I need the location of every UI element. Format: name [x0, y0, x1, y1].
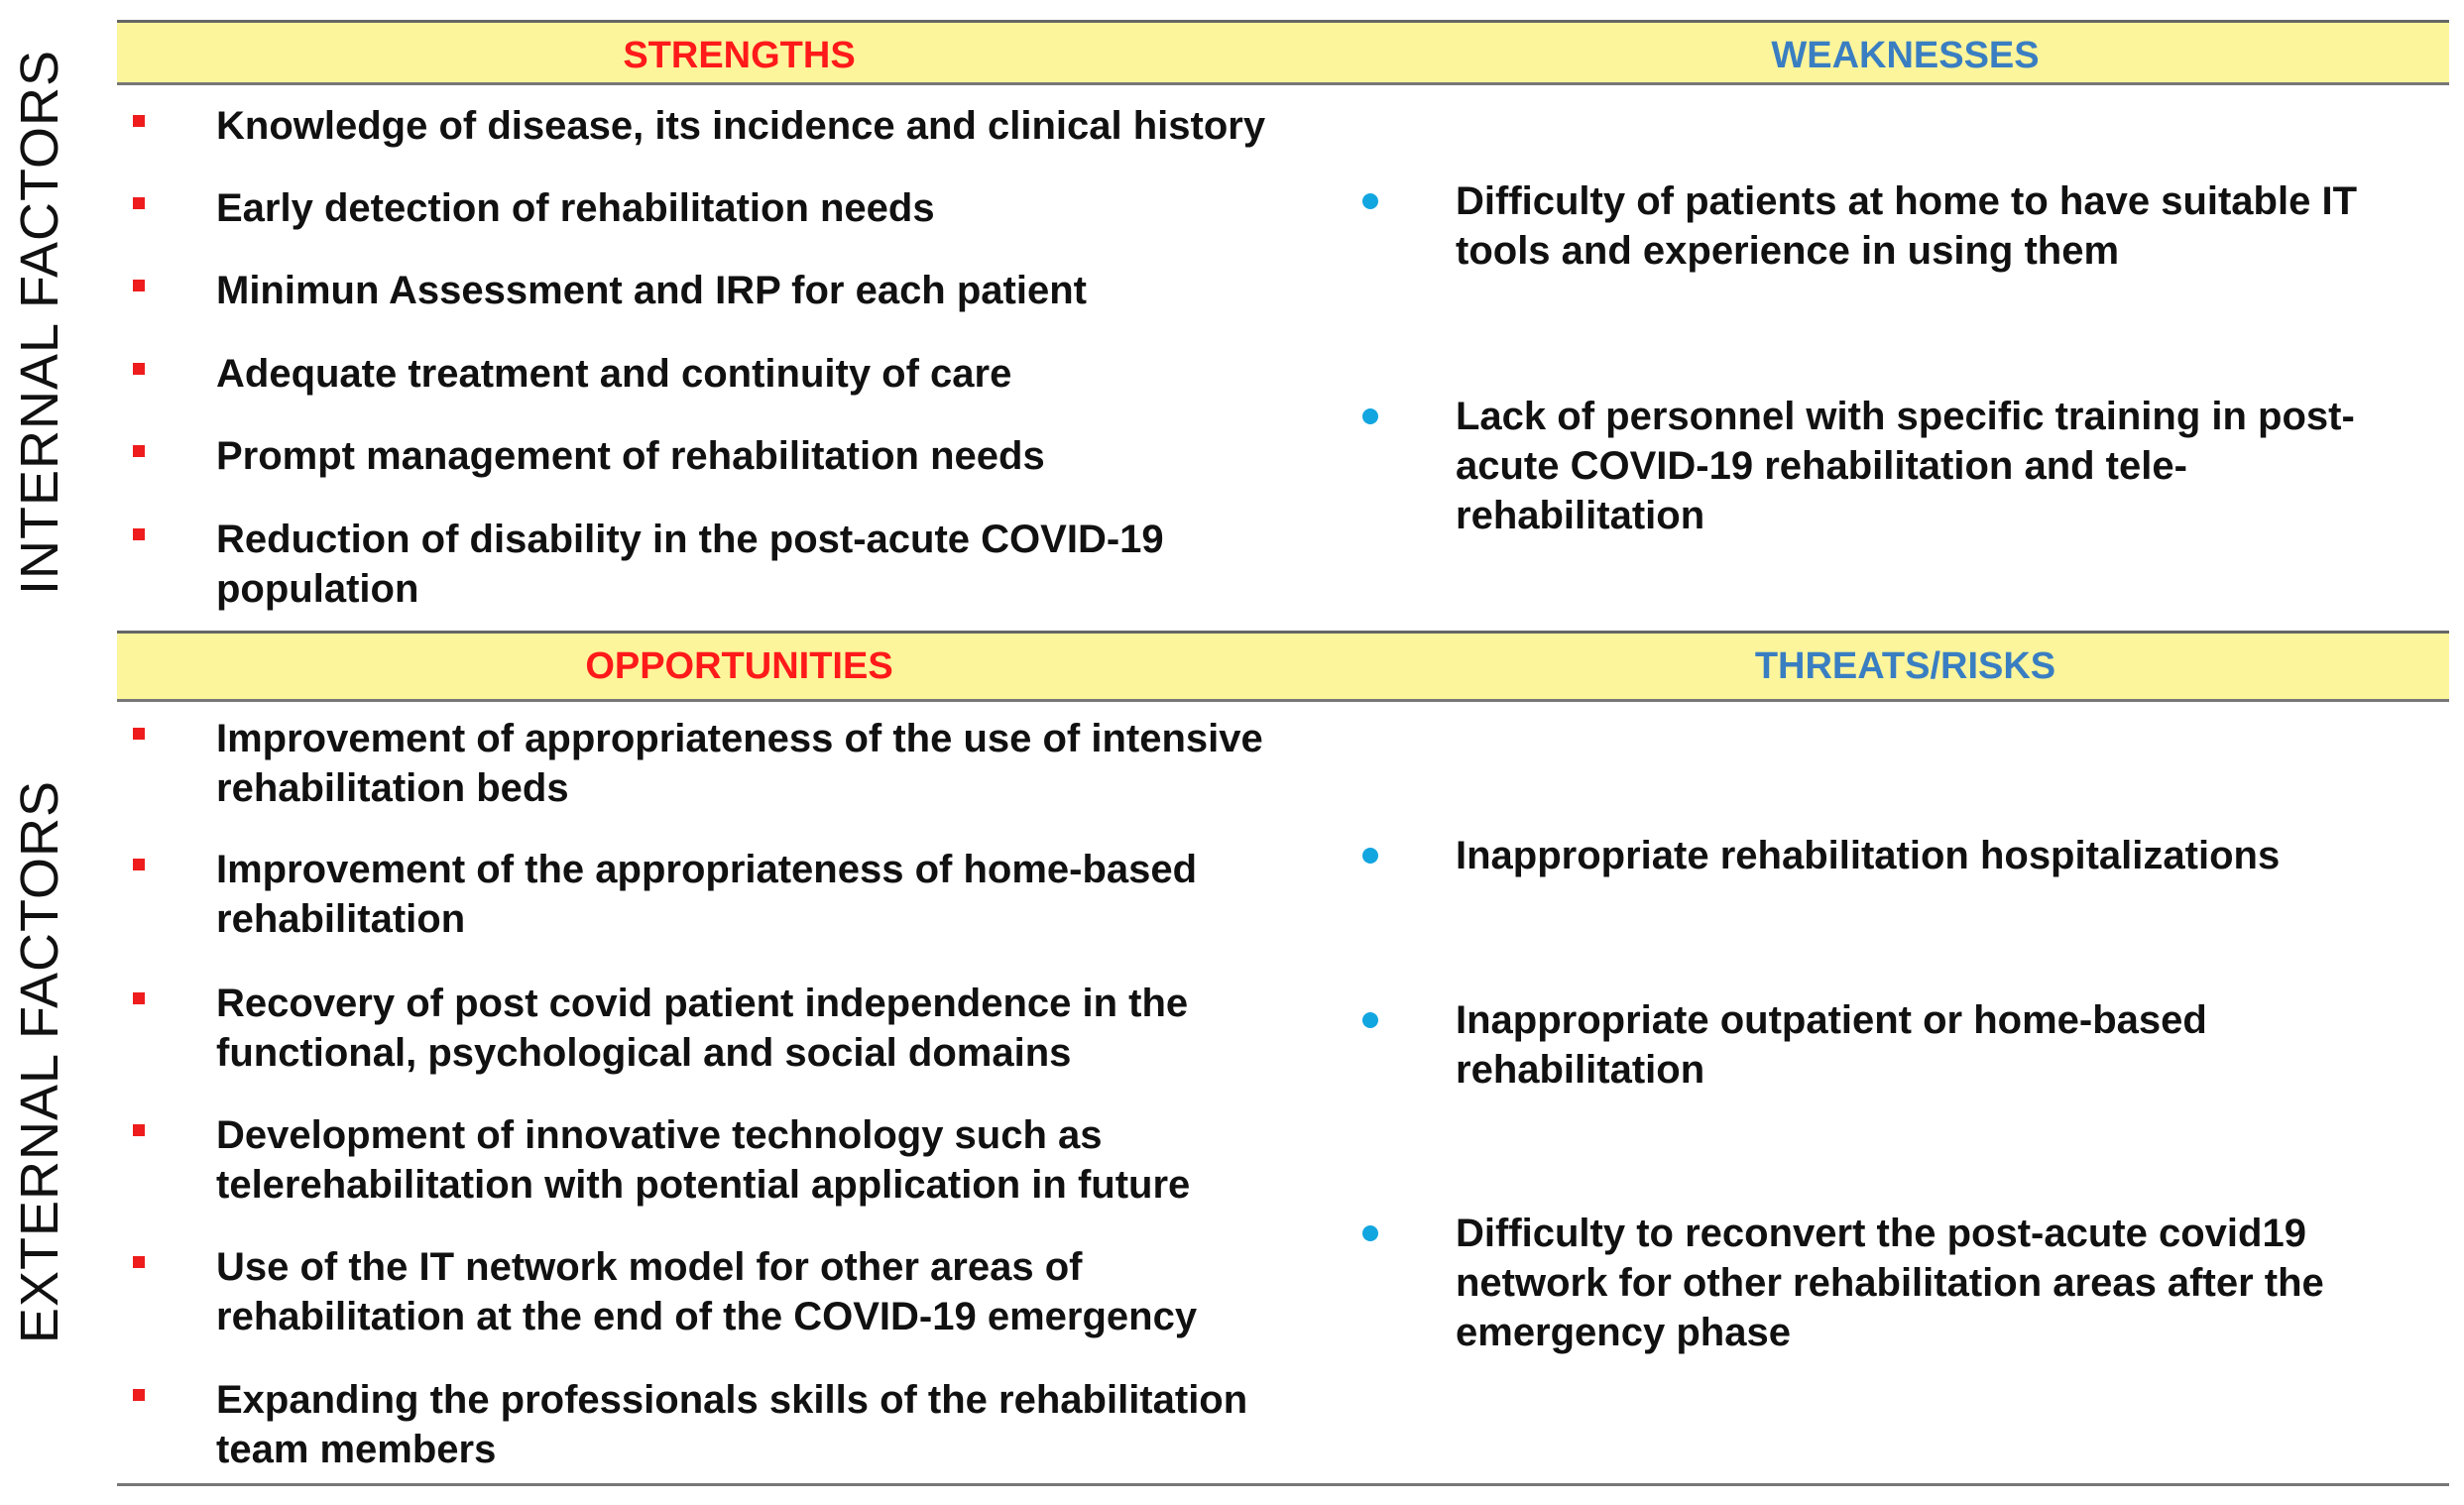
weakness-item — [1362, 176, 2413, 276]
header-band-internal — [117, 20, 2449, 85]
opportunity-text: Development of innovative technology such as telerehabilitation with potential application in future — [216, 1113, 1191, 1207]
square-bullet-icon — [133, 528, 145, 540]
strength-item — [133, 101, 1313, 151]
square-bullet-icon — [133, 363, 145, 375]
opportunity-text: Use of the IT network model for other areas of rehabilitation at the end of the COVID-19 emergency — [216, 1245, 1198, 1338]
strength-text: Adequate treatment and continuity of care — [216, 352, 1012, 396]
external-factors-label — [0, 631, 79, 1493]
strength-text: Minimun Assessment and IRP for each patient — [216, 269, 1087, 312]
opportunity-item — [133, 979, 1273, 1078]
opportunity-item — [133, 714, 1313, 813]
strength-text: Early detection of rehabilitation needs — [216, 186, 935, 230]
strength-item — [133, 183, 1313, 233]
square-bullet-icon — [133, 115, 145, 127]
strength-text: Reduction of disability in the post-acute COVID-19 population — [216, 518, 1164, 611]
opportunity-text: Expanding the professionals skills of the rehabilitation team members — [216, 1378, 1248, 1471]
strength-item — [133, 349, 1313, 399]
threat-text: Difficulty to reconvert the post-acute covid19 network for other rehabilitation areas after the emergency phase — [1456, 1212, 2324, 1354]
opportunity-text: Improvement of the appropriateness of home-based rehabilitation — [216, 848, 1198, 941]
internal-factors-text: INTERNAL FACTORS — [10, 49, 69, 596]
strength-text: Prompt management of rehabilitation needs — [216, 434, 1045, 478]
strength-item — [133, 266, 1313, 315]
threat-text: Inappropriate outpatient or home-based rehabilitation — [1456, 998, 2207, 1092]
external-factors-text: EXTERNAL FACTORS — [10, 779, 70, 1344]
weaknesses-title: WEAKNESSES — [1771, 35, 2040, 76]
strengths-title: STRENGTHS — [623, 35, 856, 76]
opportunity-text: Recovery of post covid patient independence in the functional, psychological and social domains — [216, 982, 1189, 1075]
opportunity-item — [133, 1242, 1313, 1341]
threat-text: Inappropriate rehabilitation hospitalizations — [1456, 834, 2281, 877]
opportunity-text: Improvement of appropriateness of the use of intensive rehabilitation beds — [216, 717, 1263, 810]
weakness-item — [1362, 392, 2404, 540]
dot-bullet-icon — [1362, 193, 1378, 209]
opportunity-item — [133, 1110, 1313, 1210]
square-bullet-icon — [133, 859, 145, 870]
strength-item — [133, 515, 1174, 614]
square-bullet-icon — [133, 280, 145, 291]
strength-text: Knowledge of disease, its incidence and clinical history — [216, 104, 1266, 148]
square-bullet-icon — [133, 1256, 145, 1268]
square-bullet-icon — [133, 992, 145, 1004]
threat-item — [1362, 1209, 2413, 1357]
opportunities-title: OPPORTUNITIES — [585, 645, 893, 687]
weakness-text: Lack of personnel with specific training in post-acute COVID-19 rehabilitation and tele-rehabilitation — [1456, 395, 2355, 537]
dot-bullet-icon — [1362, 1012, 1378, 1028]
threat-item — [1362, 831, 2413, 880]
strength-item — [133, 431, 1313, 481]
square-bullet-icon — [133, 1124, 145, 1136]
bottom-rule — [117, 1483, 2449, 1486]
square-bullet-icon — [133, 445, 145, 457]
dot-bullet-icon — [1362, 1225, 1378, 1241]
header-band-external — [117, 631, 2449, 702]
threats-title: THREATS/RISKS — [1754, 645, 2056, 687]
square-bullet-icon — [133, 1389, 145, 1401]
threat-item — [1362, 995, 2354, 1095]
dot-bullet-icon — [1362, 848, 1378, 864]
weakness-text: Difficulty of patients at home to have suitable IT tools and experience in using them — [1456, 179, 2358, 273]
opportunity-item — [133, 845, 1204, 944]
square-bullet-icon — [133, 197, 145, 209]
opportunity-item — [133, 1375, 1313, 1474]
internal-factors-label — [0, 20, 79, 625]
square-bullet-icon — [133, 728, 145, 740]
dot-bullet-icon — [1362, 408, 1378, 424]
